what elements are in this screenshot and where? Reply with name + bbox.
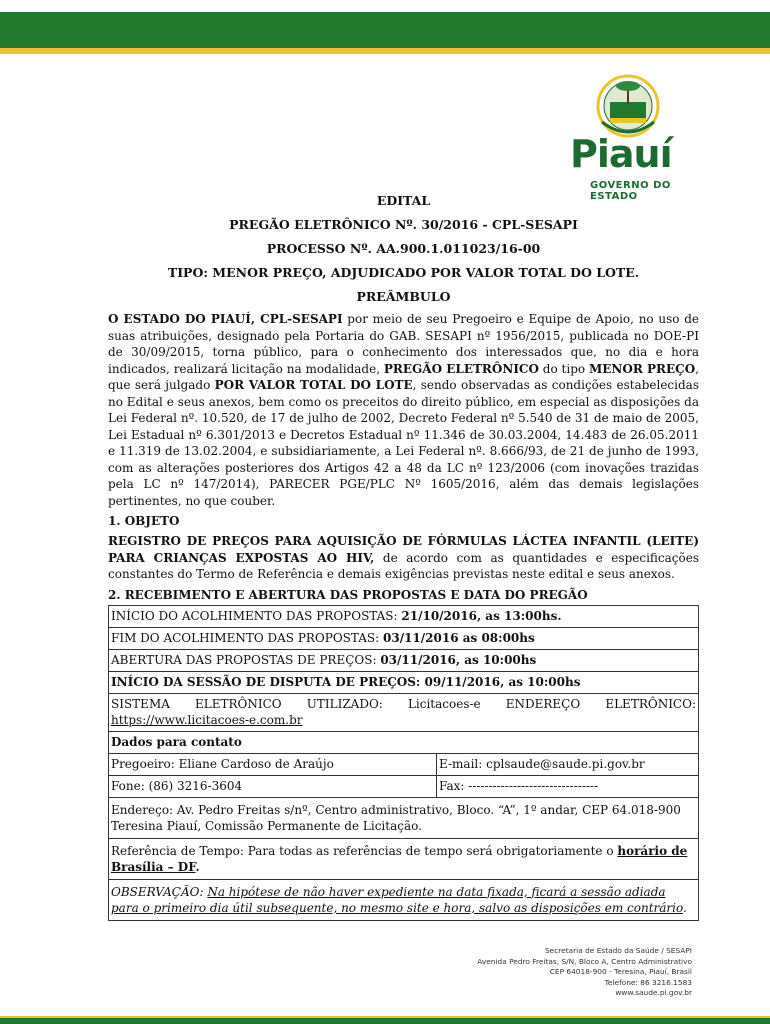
top-green-band — [0, 12, 770, 54]
table-row — [109, 627, 699, 649]
bottom-green-band — [0, 1016, 770, 1024]
preamble-paragraph: O ESTADO DO PIAUÍ, CPL-SESAPI por meio de seu Pregoeiro e Equipe de Apoio, no uso de suas atribuições, designado pela Portaria do GAB. SESAPI nº 1956/2015, publicada no DOE-PI de 30/09/2015, torna público, para o conhecimento dos interessados que, no dia e hora indicados, realizará licitação na modalidade, PREGÃO ELETRÔNICO do tipo MENOR PREÇO, que será julgado POR VALOR TOTAL DO LOTE, sendo observadas as condições estabelecidas no Edital e seus anexos, bem como os preceitos do direito público, em especial as disposições da Lei Federal nº. 10.520, de 17 de julho de 2002, Decreto Federal nº 5.540 de 31 de maio de 2005, Lei Estadual nº 6.301/2013 e Decretos Estadual nº 11.346 de 30.03.2004, 14.483 de 26.05.2011 e 11.319 de 13.02.2004, e subsidiariamente, a Lei Federal nº. 8.666/93, de 21 de junho de 1993, com as alterações posteriores dos Artigos 42 a 48 da LC nº 123/2006 (com inovações trazidas pela LC nº 147/2014), PARECER PGE/PLC Nº 1605/2016, além das demais legislações pertinentes, no que couber. — [108, 312, 700, 508]
footer-line: Secretaria de Estado da Saúde / SESAPI — [544, 946, 692, 955]
table-row — [109, 838, 699, 879]
title-preambulo: PREÂMBULO — [356, 289, 451, 304]
fim-acolhimento: FIM DO ACOLHIMENTO DAS PROPOSTAS: 03/11/2016 as 08:00hs — [109, 627, 699, 649]
footer-line: CEP 64018-900 - Teresina, Piauí, Brasil — [549, 967, 692, 976]
piaui-logo — [562, 72, 712, 202]
top-yellow-stripe — [0, 48, 770, 54]
schedule-table — [108, 605, 699, 921]
table-row — [109, 879, 699, 920]
brand-subtitle: GOVERNO DO ESTADO — [590, 180, 671, 202]
sistema-eletronico: SISTEMA ELETRÔNICO UTILIZADO: Licitacoes-e ENDEREÇO ELETRÔNICO: https://www.licitacoes-e.com.br — [109, 693, 699, 731]
footer-address — [477, 946, 692, 999]
title-tipo: TIPO: MENOR PREÇO, ADJUDICADO POR VALOR TOTAL DO LOTE. — [167, 265, 640, 280]
table-row — [109, 731, 699, 753]
observacao: OBSERVAÇÃO: Na hipótese de não haver expediente na data fixada, ficará a sessão adiada para o primeiro dia útil subsequente, no mesmo site e hora, salvo as disposições em contrário. — [109, 879, 699, 920]
table-row — [109, 693, 699, 731]
table-row — [109, 775, 699, 797]
pregoeiro-cell: Pregoeiro: Eliane Cardoso de Araújo — [109, 753, 437, 775]
table-row — [109, 649, 699, 671]
table-row — [109, 753, 699, 775]
document-body — [108, 193, 699, 921]
fax-cell: Fax: -------------------------------- — [437, 775, 699, 797]
table-row — [109, 605, 699, 627]
table-row — [109, 671, 699, 693]
footer-line: www.saude.pi.gov.br — [615, 988, 692, 997]
footer-line: Avenida Pedro Freitas, S/N, Bloco A, Centro Administrativo — [477, 956, 692, 966]
footer-line: Telefone: 86 3216.1583 — [604, 977, 692, 987]
licitacoes-link[interactable]: https://www.licitacoes-e.com.br — [111, 712, 303, 727]
brand-name: Piauí — [570, 132, 672, 176]
email-cell: E-mail: cplsaude@saude.pi.gov.br — [437, 753, 699, 775]
bottom-yellow-stripe — [0, 1016, 770, 1018]
table-row — [109, 797, 699, 838]
endereco-cell: Endereço: Av. Pedro Freitas s/nº, Centro administrativo, Bloco. “A”, 1º andar, CEP 64.018-900 Teresina Piauí, Comissão Permanente de Licitação. — [109, 797, 699, 838]
referencia-tempo: Referência de Tempo: Para todas as referências de tempo será obrigatoriamente o horário de Brasília – DF. — [109, 838, 699, 879]
objeto-paragraph: REGISTRO DE PREÇOS PARA AQUISIÇÃO DE FÓRMULAS LÁCTEA INFANTIL (LEITE) PARA CRIANÇAS EXPOSTAS AO HIV, de acordo com as quantidades e especificações constantes do Termo de Referência e demais exigências previstas neste edital e seus anexos. — [108, 534, 699, 581]
title-processo: PROCESSO Nº. AA.900.1.011023/16-00 — [266, 241, 541, 256]
title-edital: EDITAL — [376, 193, 431, 208]
fone-cell: Fone: (86) 3216-3604 — [109, 775, 437, 797]
title-pregao: PREGÃO ELETRÔNICO Nº. 30/2016 - CPL-SESAPI — [229, 217, 578, 232]
inicio-disputa: INÍCIO DA SESSÃO DE DISPUTA DE PREÇOS: 09/11/2016, as 10:00hs — [109, 671, 699, 693]
section-2-heading: 2. RECEBIMENTO E ABERTURA DAS PROPOSTAS E DATA DO PREGÃO — [108, 587, 588, 602]
abertura-propostas: ABERTURA DAS PROPOSTAS DE PREÇOS: 03/11/2016, as 10:00hs — [109, 649, 699, 671]
inicio-acolhimento: INÍCIO DO ACOLHIMENTO DAS PROPOSTAS: 21/10/2016, as 13:00hs. — [109, 605, 699, 627]
section-objeto-heading: 1. OBJETO — [108, 514, 180, 528]
contato-heading: Dados para contato — [109, 731, 699, 753]
